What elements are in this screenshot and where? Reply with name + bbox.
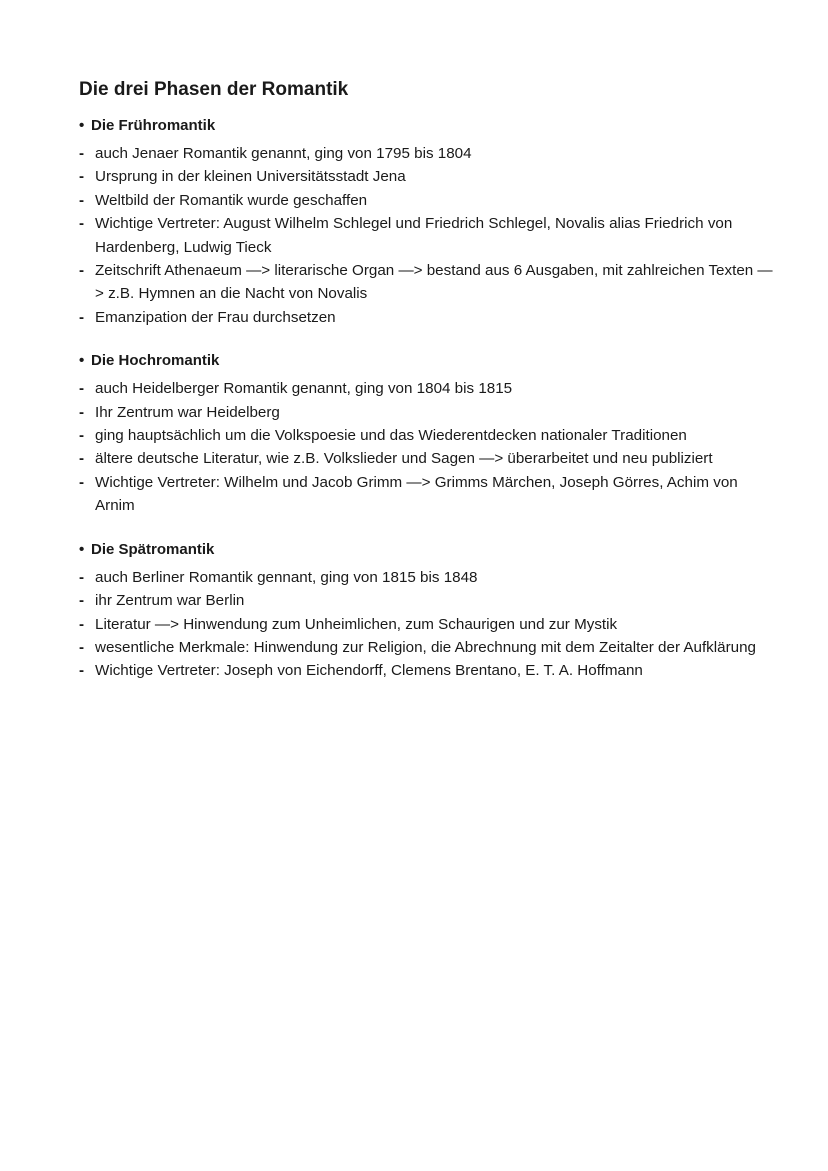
bullet-icon: • — [79, 352, 85, 370]
list-item-text: auch Berliner Romantik gennant, ging von 1815 bis 1848 — [95, 568, 478, 586]
list-item-text: Weltbild der Romantik wurde geschaffen — [95, 191, 368, 209]
section-heading-text: Die Hochromantik — [91, 352, 220, 370]
section-fruehromantik — [79, 116, 779, 329]
dash-icon: - — [79, 615, 85, 633]
list-item — [79, 142, 779, 165]
list-item-text: auch Jenaer Romantik genannt, ging von 1795 bis 1804 — [95, 145, 472, 162]
list-item-text: ihr Zentrum war Berlin — [95, 592, 245, 610]
list-item — [79, 566, 779, 589]
dash-icon: - — [79, 145, 85, 162]
list-item — [79, 377, 779, 400]
dash-icon: - — [79, 168, 85, 186]
list-item-text: ältere deutsche Literatur, wie z.B. Volkslieder und Sagen —> überarbeitet und neu publiziert — [95, 450, 713, 468]
list-item — [79, 447, 779, 470]
list-item-text: Emanzipation der Frau durchsetzen — [95, 308, 336, 326]
dash-icon: - — [79, 568, 85, 586]
list-item — [79, 306, 779, 329]
section-hochromantik — [79, 351, 779, 517]
dash-icon: - — [79, 215, 85, 233]
list-item-text: ging hauptsächlich um die Volkspoesie und das Wiederentdecken nationaler Traditionen — [95, 427, 687, 445]
list-item-text: Literatur —> Hinwendung zum Unheimlichen, zum Schaurigen und zur Mystik — [95, 615, 618, 633]
bullet-icon: • — [79, 540, 85, 558]
section-heading — [79, 540, 779, 560]
bullet-list — [79, 142, 779, 329]
section-heading-text: Die Spätromantik — [91, 540, 215, 558]
list-item-text: Wichtige Vertreter: Wilhelm und Jacob Grimm —> Grimms Märchen, Joseph Görres, Achim von Arnim — [95, 473, 738, 515]
section-heading — [79, 351, 779, 371]
list-item — [79, 165, 779, 188]
list-item — [79, 636, 779, 659]
dash-icon: - — [79, 380, 85, 398]
bullet-list — [79, 377, 779, 517]
list-item — [79, 401, 779, 424]
list-item-text: Ihr Zentrum war Heidelberg — [95, 403, 280, 421]
page-title: Die drei Phasen der Romantik — [79, 79, 349, 100]
list-item — [79, 589, 779, 612]
bullet-list — [79, 566, 779, 683]
dash-icon: - — [79, 473, 85, 491]
dash-icon: - — [79, 662, 85, 680]
dash-icon: - — [79, 308, 85, 326]
dash-icon: - — [79, 638, 85, 656]
list-item — [79, 189, 779, 212]
list-item-text: Wichtige Vertreter: August Wilhelm Schlegel und Friedrich Schlegel, Novalis alias Friedrich von Hardenberg, Ludwig Tieck — [95, 215, 733, 256]
list-item-text: wesentliche Merkmale: Hinwendung zur Religion, die Abrechnung mit dem Zeitalter der Aufklärung — [95, 638, 756, 656]
dash-icon: - — [79, 262, 85, 280]
dash-icon: - — [79, 191, 85, 209]
list-item — [79, 259, 779, 306]
section-heading — [79, 116, 779, 136]
list-item — [79, 471, 779, 518]
list-item — [79, 212, 779, 259]
list-item — [79, 424, 779, 447]
list-item-text: auch Heidelberger Romantik genannt, ging von 1804 bis 1815 — [95, 380, 513, 398]
list-item-text: Wichtige Vertreter: Joseph von Eichendorff, Clemens Brentano, E. T. A. Hoffmann — [95, 662, 643, 680]
section-spaetromantik — [79, 540, 779, 683]
list-item-text: Zeitschrift Athenaeum —> literarische Organ —> bestand aus 6 Ausgaben, mit zahlreichen Texten —> z.B. Hymnen an die Nacht von Novalis — [95, 262, 773, 303]
dash-icon: - — [79, 450, 85, 468]
dash-icon: - — [79, 403, 85, 421]
dash-icon: - — [79, 427, 85, 445]
bullet-icon: • — [79, 117, 85, 134]
list-item-text: Ursprung in der kleinen Universitätsstadt Jena — [95, 168, 406, 186]
section-heading-text: Die Frühromantik — [91, 117, 216, 134]
list-item — [79, 659, 779, 682]
dash-icon: - — [79, 592, 85, 610]
list-item — [79, 613, 779, 636]
document-page — [79, 78, 779, 705]
